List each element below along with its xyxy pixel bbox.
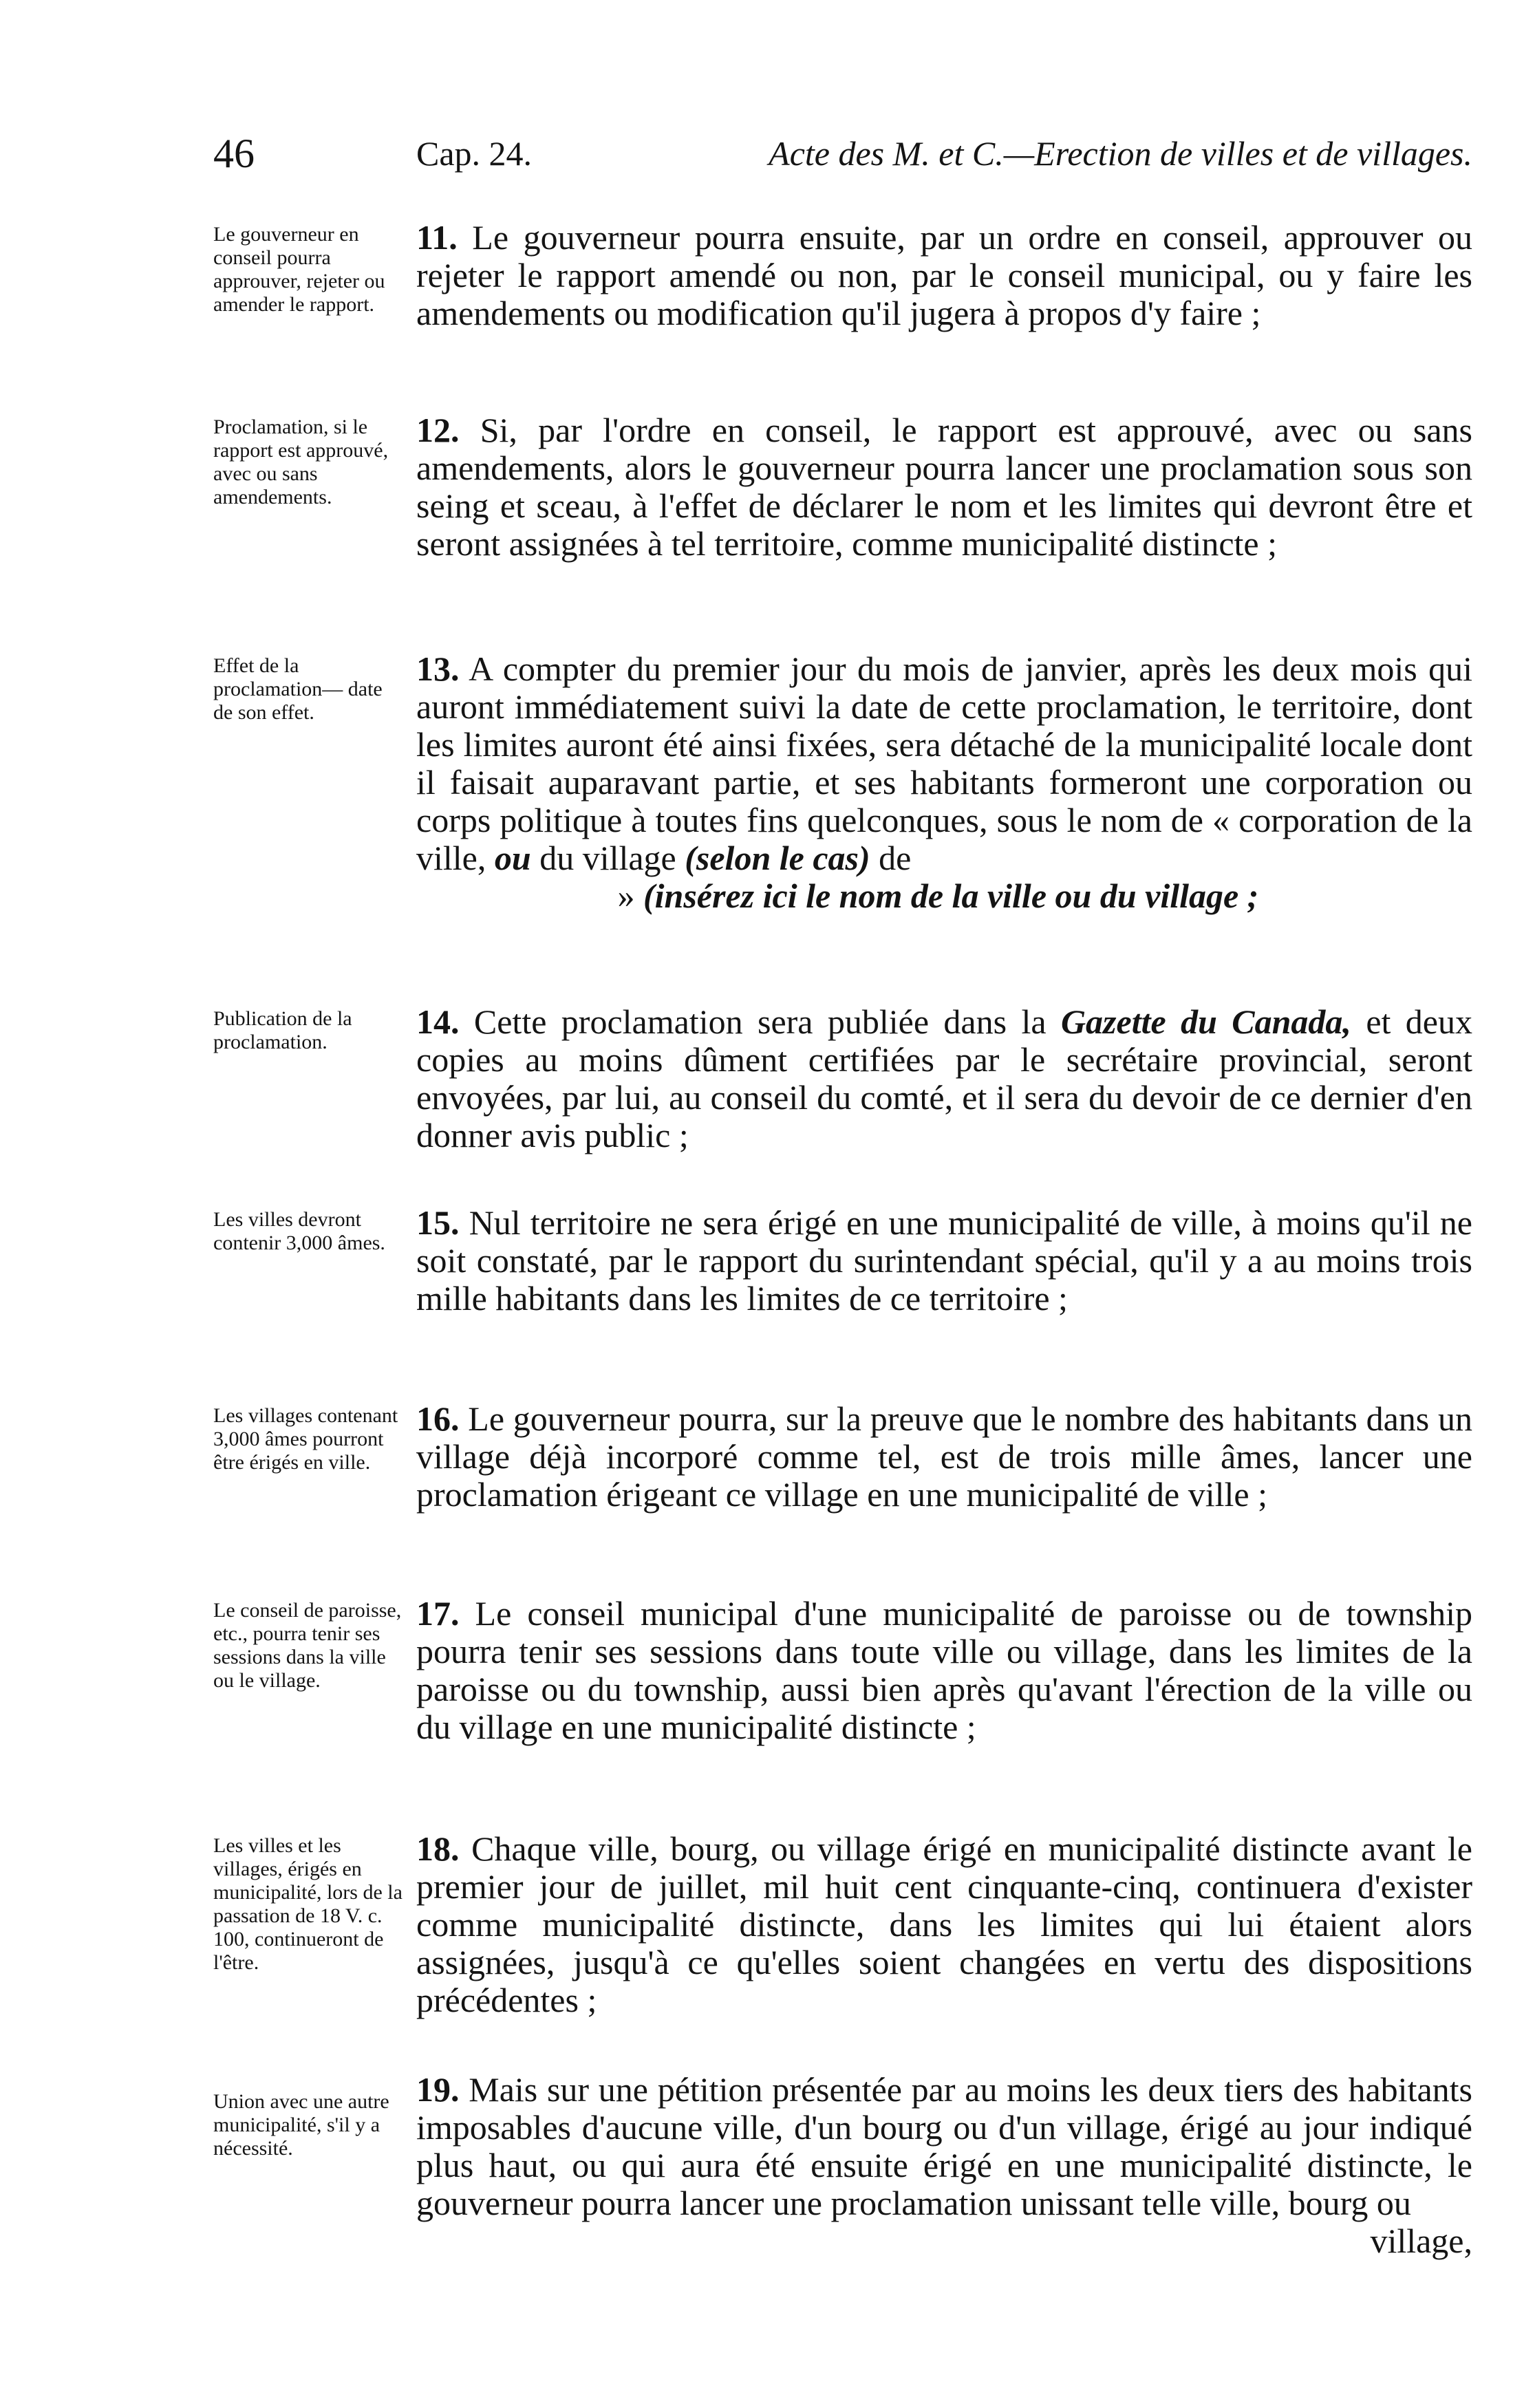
closing-quote: » (617, 877, 635, 915)
section-number: 19. (416, 2070, 460, 2109)
section-number: 12. (416, 411, 460, 449)
margin-note: Publication de la proclamation. (213, 1007, 352, 1053)
section-number: 16. (416, 1399, 460, 1438)
margin-note: Effet de la proclamation— date de son effet. (213, 654, 383, 724)
catchword: village, (1370, 2222, 1472, 2260)
section-italic-insert: (insérez ici le nom de la ville ou du village ; (643, 877, 1259, 915)
section-number: 18. (416, 1829, 460, 1868)
margin-note: Les villes et les villages, érigés en municipalité, lors de la passation de 18 V. c. 100, continueront de l'être. (213, 1834, 403, 1974)
margin-note: Les villes devront contenir 3,000 âmes. (213, 1208, 385, 1254)
section-body-rest: et deux copies au moins dûment certifiées par le secrétaire provincial, seront envoyées, par lui, au conseil du comté, et il sera du devoir de ce dernier d'en donner avis public ; (416, 1002, 1472, 1154)
gazette-title: Gazette du Canada, (1060, 1002, 1351, 1041)
margin-note: Les villages contenant 3,000 âmes pourront être érigés en ville. (213, 1404, 398, 1474)
chapter-label: Cap. 24. (416, 134, 533, 173)
section-text (416, 2071, 1472, 2260)
section-body-village: du village (539, 839, 676, 877)
section-body: Si, par l'ordre en conseil, le rapport est approuvé, avec ou sans amendements, alors le gouverneur pourra lancer une proclamation sous son seing et sceau, à l'effet de déclarer le nom et les limites qui devront être et seront assignées à tel territoire, comme municipalité distincte ; (416, 411, 1472, 563)
section-text (416, 1204, 1472, 1318)
section-number: 15. (416, 1203, 460, 1242)
section-number: 13. (416, 649, 460, 688)
section-body-de: de (879, 839, 912, 877)
running-header (213, 129, 1472, 178)
page-number: 46 (213, 131, 255, 176)
margin-note: Le gouverneur en conseil pourra approuver, rejeter ou amender le rapport. (213, 223, 385, 316)
section-text (416, 1595, 1472, 1746)
margin-note: Le conseil de paroisse, etc., pourra tenir ses sessions dans la ville ou le village. (213, 1599, 402, 1692)
section-italic-case: (selon le cas) (685, 839, 870, 877)
margin-note: Union avec une autre municipalité, s'il y a nécessité. (213, 2090, 389, 2160)
section-body: Mais sur une pétition présentée par au moins les deux tiers des habitants imposables d'aucune ville, d'un bourg ou d'un village, érigé au jour indiqué plus haut, ou qui aura été ensuite érigé en une municipalité distincte, le gouverneur pourra lancer une proclamation unissant telle ville, bourg ou (416, 2070, 1473, 2222)
section-text (416, 219, 1472, 332)
section-text (416, 650, 1472, 915)
section-text (416, 1003, 1472, 1154)
section-body: Le gouverneur pourra, sur la preuve que le nombre des habitants dans un village déjà incorporé comme tel, est de trois mille âmes, lancer une proclamation érigeant ce village en une municipalité de ville ; (416, 1399, 1472, 1514)
section-number: 17. (416, 1594, 460, 1633)
section-body: Cette proclamation sera publiée dans la (473, 1002, 1047, 1041)
section-italic-or: ou (494, 839, 531, 877)
section-body: Le gouverneur pourra ensuite, par un ordre en conseil, approuver ou rejeter le rapport amendé ou non, par le conseil municipal, ou y faire les amendements ou modification qu'il jugera à propos d'y faire ; (416, 218, 1473, 332)
section-body: Nul territoire ne sera érigé en une municipalité de ville, à moins qu'il ne soit constaté, par le rapport du surintendant spécial, qu'il y a au moins trois mille habitants dans les limites de ce territoire ; (416, 1203, 1473, 1318)
section-body: Chaque ville, bourg, ou village érigé en municipalité distincte avant le premier jour de juillet, mil huit cent cinquante-cinq, continuera d'exister comme municipalité distincte, dans les limites qui lui étaient alors assignées, jusqu'à ce qu'elles soient changées en vertu des dispositions précédentes ; (416, 1829, 1472, 2019)
section-text (416, 1400, 1472, 1514)
section-body: A compter du premier jour du mois de janvier, après les deux mois qui auront immédiatement suivi la date de cette proclamation, le territoire, dont les limites auront été ainsi fixées, sera détaché de la municipalité locale dont il faisait auparavant partie, et ses habitants formeront une corporation ou corps politique à toutes fins quelconques, sous le nom de « corporation de la ville, (416, 649, 1472, 877)
running-title: Acte des M. et C.—Erection de villes et de villages. (769, 134, 1472, 173)
section-text (416, 411, 1472, 563)
section-number: 11. (416, 218, 458, 257)
section-body: Le conseil municipal d'une municipalité de paroisse ou de township pourra tenir ses sessions dans toute ville ou village, dans les limites de la paroisse ou du township, aussi bien après qu'avant l'érection de la ville ou du village en une municipalité distincte ; (416, 1594, 1472, 1746)
margin-note: Proclamation, si le rapport est approuvé, avec ou sans amendements. (213, 416, 389, 508)
section-number: 14. (416, 1002, 460, 1041)
section-text (416, 1830, 1472, 2019)
